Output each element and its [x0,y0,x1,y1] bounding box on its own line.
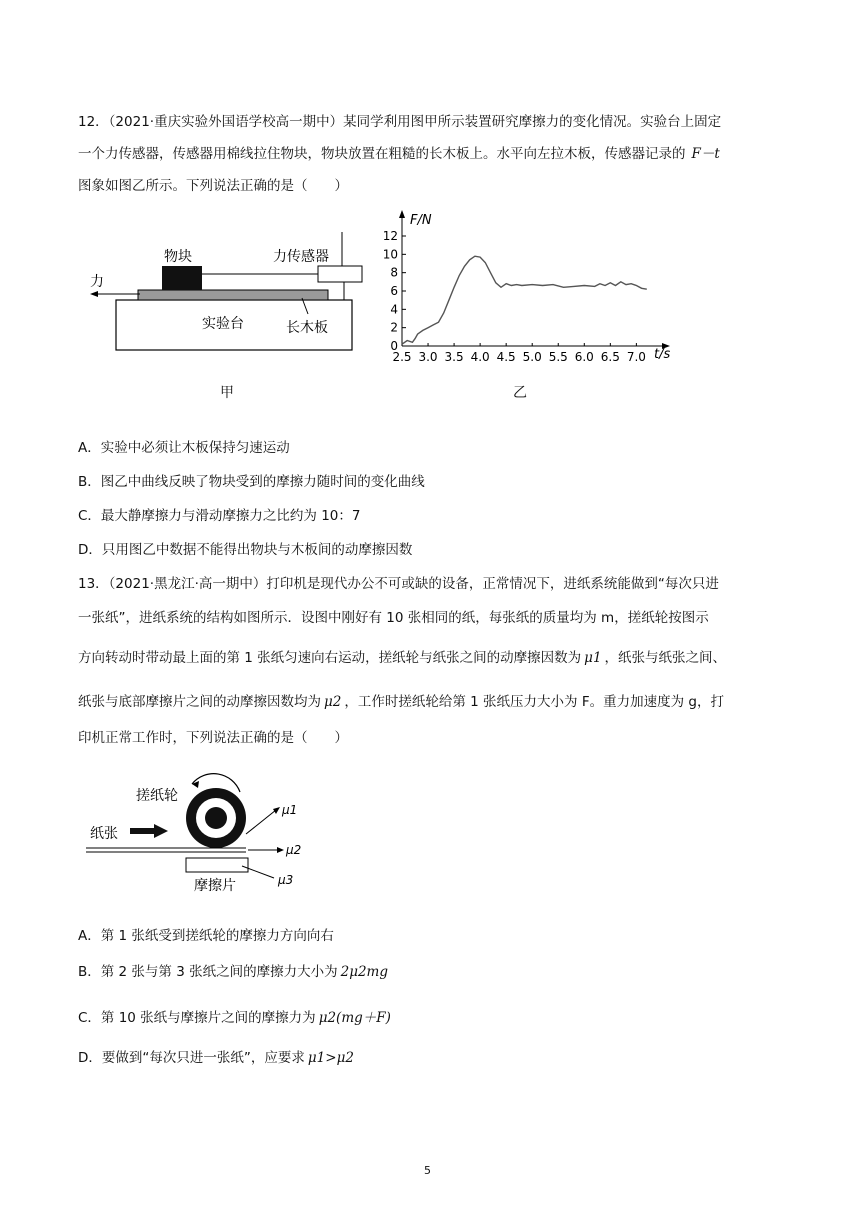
q12-option-c: C．最大静摩擦力与滑动摩擦力之比约为 10：7 [78,508,361,524]
roller-label: 搓纸轮 [136,788,178,804]
sensor-rect [318,266,362,282]
x-tick-label: 4.5 [496,350,516,364]
q12-line-2-text: 一个力传感器，传感器用棉线拉住物块，物块放置在粗糙的长木板上。水平向左拉木板，传感器记录的 [78,146,686,162]
printer-figure [82,770,312,894]
q13-option-d-text: D．要做到“每次只进一张纸”，应要求 [78,1050,305,1066]
x-axis-label: t/s [654,347,671,362]
y-tick-label: 8 [390,265,398,280]
y-tick-label: 4 [390,302,398,317]
q13-option-a: A．第 1 张纸受到搓纸轮的摩擦力方向向右 [78,928,334,944]
y-axis-label: F/N [410,213,432,228]
q13-option-d [78,1048,354,1068]
board-label: 长木板 [286,320,328,336]
paper-label: 纸张 [90,826,118,842]
q13-option-b-math: 2μ2mg [340,964,389,980]
q12-line-3: 图象如图乙所示。下列说法正确的是（ ） [78,178,348,194]
mu1-pointer [246,810,276,834]
x-tick-label: 7.0 [626,350,646,364]
y-tick-label: 6 [390,284,398,298]
mu2-symbol: μ2 [324,694,342,710]
y-tick-label: 10 [382,247,398,262]
block-label: 物块 [164,249,192,265]
y-tick-label: 12 [382,229,398,243]
q13-line-5: 印机正常工作时，下列说法正确的是（ ） [78,730,348,746]
q13-line-4 [78,692,724,712]
force-label: 力 [90,274,104,290]
page-number: 5 [424,1164,431,1177]
q13-line-4a: 纸张与底部摩擦片之间的动摩擦因数均为 [78,694,321,710]
series-line [402,256,647,344]
x-tick-label: 3.0 [418,350,438,364]
q13-line-3b: ，纸张与纸张之间、 [604,650,727,666]
q12-line-2 [78,144,720,164]
q12-ft-symbol: F－t [691,146,720,162]
roller-hub [205,807,227,829]
feed-arrow-body [130,828,156,834]
caption-yi: 乙 [513,385,527,401]
y-axis-arrow [399,210,405,218]
q13-option-b-text: B．第 2 张与第 3 张纸之间的摩擦力大小为 [78,964,338,980]
q12-option-b: B．图乙中曲线反映了物块受到的摩擦力随时间的变化曲线 [78,474,425,490]
x-tick-label: 3.5 [444,350,464,364]
q13-line-4b: ，工作时搓纸轮给第 1 张纸压力大小为 F。重力加速度为 g，打 [344,694,724,710]
apparatus-figure [80,222,370,358]
mu3-label: μ3 [278,873,294,887]
q13-line-2: 一张纸”，进纸系统的结构如图所示．设图中刚好有 10 张相同的纸，每张纸的质量均为 m，搓纸轮按图示 [78,610,709,626]
mu1-pointer-head [273,807,280,814]
q12-option-d: D．只用图乙中数据不能得出物块与木板间的动摩擦因数 [78,542,413,558]
chart-axes [399,210,670,349]
mu1-symbol: μ1 [584,650,602,666]
x-tick-label: 6.5 [600,350,620,364]
mu2-label: μ2 [286,843,302,857]
pad-label: 摩擦片 [194,878,236,894]
x-tick-label: 2.5 [392,350,412,364]
q13-option-b [78,962,388,982]
q13-line-3 [78,648,726,668]
q13-line-3a: 方向转动时带动最上面的第 1 张纸匀速向右运动，搓纸轮与纸张之间的动摩擦因数为 [78,650,582,666]
mu1-label: μ1 [282,803,298,817]
board-rect [138,290,328,300]
table-label: 实验台 [202,316,244,332]
q13-option-c-text: C．第 10 张纸与摩擦片之间的摩擦力为 [78,1010,316,1026]
y-tick-label: 0 [390,339,398,353]
force-arrowhead [90,291,98,297]
x-tick-label: 5.0 [522,350,542,364]
q13-option-c [78,1008,391,1028]
q12-option-a: A．实验中必须让木板保持匀速运动 [78,440,290,456]
x-tick-label: 6.0 [574,350,594,364]
mu2-pointer-head [277,847,284,853]
chart-ticks [383,229,646,364]
q13-option-c-math: μ2(mg＋F) [318,1010,391,1026]
pad-rect [186,858,248,872]
x-tick-label: 4.0 [470,350,490,364]
ft-chart [380,206,680,366]
q12-line-1: 12．（2021·重庆实验外国语学校高一期中）某同学利用图甲所示装置研究摩擦力的变化情况。实验台上固定 [78,114,722,130]
caption-jia: 甲 [220,385,234,401]
q13-line-1: 13．（2021·黑龙江·高一期中）打印机是现代办公不可或缺的设备，正常情况下，进纸系统能做到“每次只进 [78,576,719,592]
sensor-label: 力传感器 [273,249,329,265]
feed-arrow-head [154,824,168,838]
q13-option-d-math: μ1>μ2 [307,1050,354,1066]
y-tick-label: 2 [390,320,398,335]
x-tick-label: 5.5 [548,350,568,364]
block-rect [162,266,202,290]
